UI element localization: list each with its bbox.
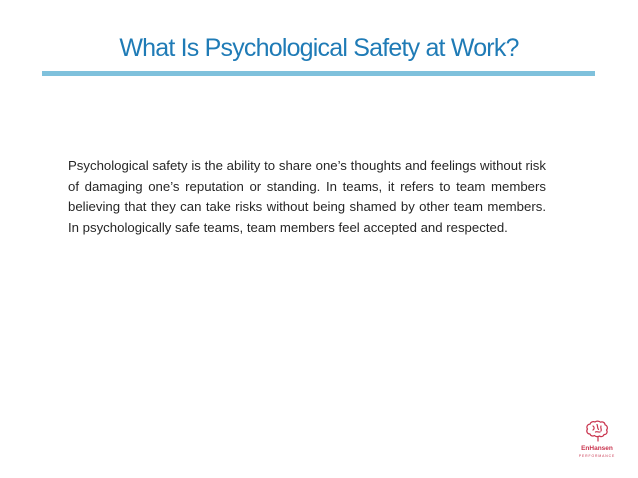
slide-body-text: Psychological safety is the ability to share one’s thoughts and feelings without risk of damaging one’s reputation or standing. In teams, it refers to team members believing that they can take risks without being shamed by other team members. In psychologically safe teams, team members feel accepted and respected. [68,158,546,235]
brain-icon [585,420,609,442]
title-underline [42,71,595,76]
logo-tagline: PERFORMANCE [578,454,616,458]
logo-name: EnHansen [581,445,613,452]
company-logo [572,420,622,468]
slide-title: What Is Psychological Safety at Work? [119,34,519,62]
